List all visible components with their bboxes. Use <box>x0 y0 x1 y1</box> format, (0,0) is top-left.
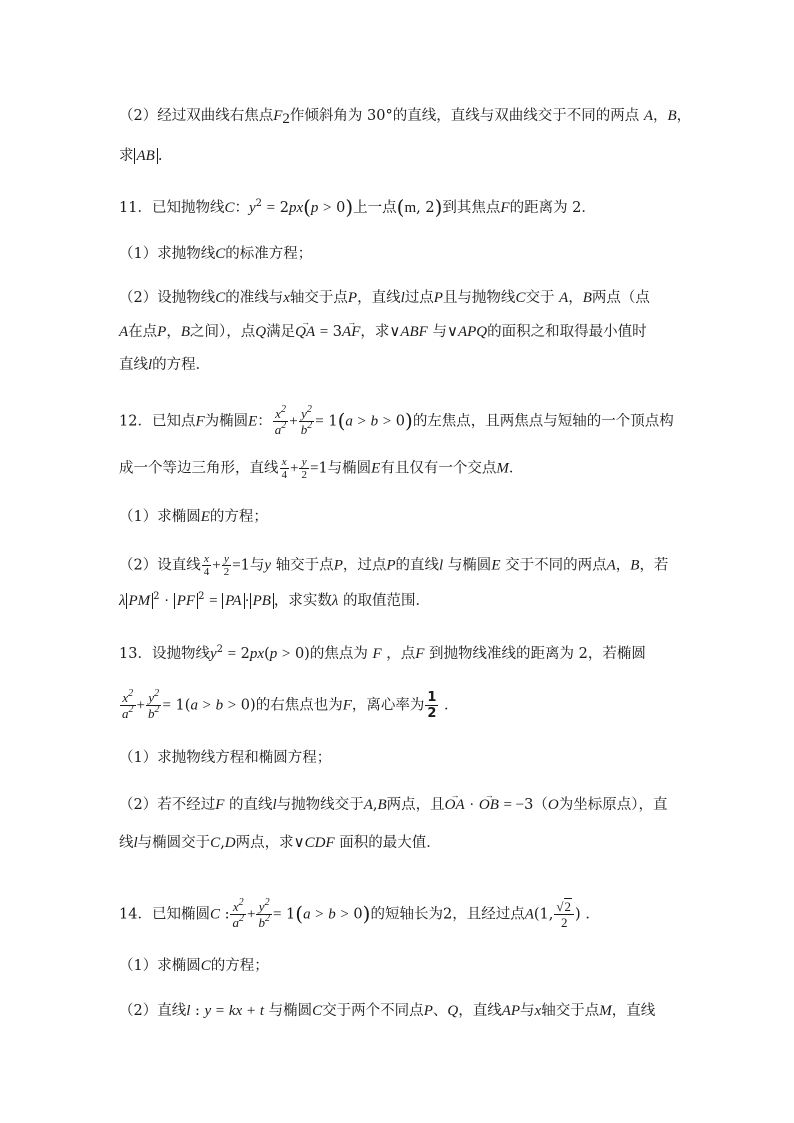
question-number: 11． <box>119 200 152 216</box>
q12-part2-line1: （2）设直线 $\frac{x}{4}$ + $\frac{y}{2}$ =1与y 轴交于点P，过点P的直线l 与椭圆E 交于不同的两点A，B，若 <box>119 553 669 578</box>
q11-part2-line2: A在点P，B之间），点Q满足→ QA = 3→ AF，求∨ABF 与∨APQ的面积之和取得最小值时 <box>119 322 647 342</box>
q12-stem-line1: 12．已知点F为椭圆E： $\frac{x^2}{a^2}$ + $\frac{y^2}{b^2}$ = 1(a > b > 0)的左焦点，且两焦点与短轴的一个顶点构 <box>119 404 674 437</box>
q12-part1: （1）求椭圆E的方程； <box>119 509 268 525</box>
q11-part2-line3: 直线l的方程． <box>119 357 211 373</box>
q13-stem-line2: $\frac{x^2}{a^2}$ + $\frac{y^2}{b^2}$ = 1(a > b > 0)的右焦点也为F，离心率为 $\frac{1}{2}$ ． <box>122 688 459 721</box>
q11-part1: （1）求抛物线C的标准方程； <box>119 246 313 262</box>
q10-part2-line2: 求 AB . <box>119 148 163 164</box>
q14-part2-line1: （2）直线l : y = kx + t 与椭圆C交于两个不同点P、Q，直线AP与x轴交于点M，直线 <box>119 1003 656 1019</box>
question-number: 12． <box>119 413 152 430</box>
q14-stem: 14．已知椭圆C : $\frac{x^2}{a^2}$ + $\frac{y^2}{b^2}$ = 1(a > b > 0)的短轴长为2，且经过点A(1, $\frac{√2}{2}$ ) ． <box>119 897 600 930</box>
q12-stem-line2: 成一个等边三角形，直线 $\frac{x}{4}$ + $\frac{y}{2}$ =1与椭圆E有且仅有一个交点M． <box>119 456 524 481</box>
q11-part2-line1: （2）设抛物线C的准线与x轴交于点P，直线l过点P且与抛物线C交于 A，B两点（点 <box>119 290 650 306</box>
q10-part2-line1: （2）经过双曲线右焦点$F_2$作倾斜角为 30°的直线，直线与双曲线交于不同的两点 A，B， <box>119 108 692 127</box>
q13-part1: （1）求抛物线方程和椭圆方程； <box>119 750 332 766</box>
q11-stem: 11．已知抛物线C：$y^2 = 2px(p > 0)$上一点(m, 2)到其焦点F的距离为 2． <box>119 195 596 219</box>
question-number: 13． <box>119 646 152 662</box>
q14-part1: （1）求椭圆C的方程； <box>119 958 269 974</box>
q12-part2-line2: λ PM $^2$ · PF $^2$ = PA · PB ，求实数λ 的取值范围． <box>119 591 430 609</box>
question-number: 14． <box>119 906 152 923</box>
q13-part2-line2: 线l与椭圆交于C,D两点，求∨CDF 面积的最大值． <box>119 835 441 851</box>
q13-stem-line1: 13．设抛物线$y^2 = 2px(p > 0)$的焦点为 F ，点F 到抛物线准线的距离为 2，若椭圆 <box>119 644 646 662</box>
q13-part2-line1: （2）若不经过F 的直线l与抛物线交于A,B两点，且→ OA · → OB = −3（O为坐标原点），直 <box>119 795 667 815</box>
